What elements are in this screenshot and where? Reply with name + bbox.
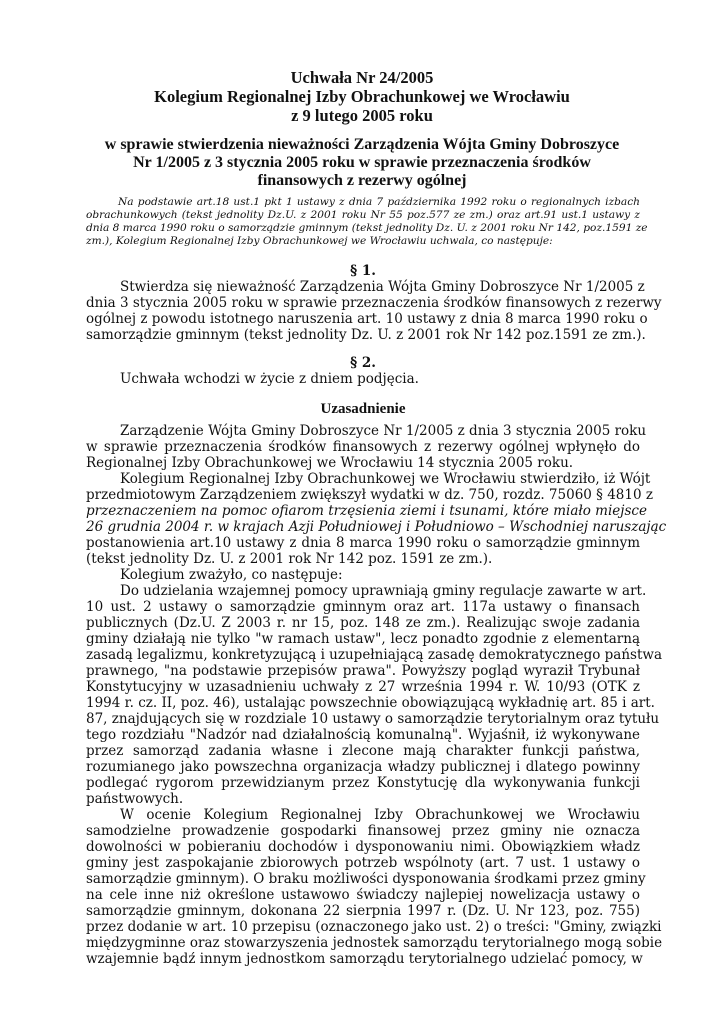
justification-line: przeznaczeniem na pomoc ofiarom trzęsienia ziemi i tsunami, które miało miejsce (86, 503, 647, 519)
justification-line: Kolegium Regionalnej Izby Obrachunkowej we Wrocławiu stwierdziło, iż Wójt (120, 471, 651, 487)
section-1-heading: § 1. (350, 263, 376, 279)
justification-line: międzygminne oraz stowarzyszenia jednostek samorządu terytorialnego mogą sobie (86, 935, 663, 951)
justification-line: państwowych. (86, 791, 184, 807)
justification-line: na cele inne niż określone ustawowo świadczy najlepiej nowelizacja ustawy o (86, 887, 640, 903)
justification-line: 1994 r. cz. II, poz. 46), ustalając powszechnie obowiązującą wykładnię art. 85 i art. (86, 695, 655, 711)
section-2-line: Uchwała wchodzi w życie z dniem podjęcia. (120, 371, 419, 387)
justification-line: postanowienia art.10 ustawy z dnia 8 marca 1990 roku o samorządzie gminnym (86, 535, 640, 551)
justification-line: w sprawie przeznaczenia środków finansowych z rezerwy ogólnej wpłynęło do (86, 439, 640, 455)
subject-line-2: Nr 1/2005 z 3 stycznia 2005 roku w sprawie przeznaczenia środków (133, 154, 591, 171)
section-1-line: ogólnej z powodu istotnego naruszenia art. 10 ustawy z dnia 8 marca 1990 roku o (86, 311, 648, 327)
justification-line: Konstytucyjny w uzasadnieniu uchwały z 27 września 1994 r. W. 10/93 (OTK z (86, 679, 640, 695)
title-line-3: z 9 lutego 2005 roku (291, 106, 433, 125)
preamble-line-1: Na podstawie art.18 ust.1 pkt 1 ustawy z dnia 7 października 1992 roku o regionalnych izbach (118, 196, 640, 208)
justification-line: Kolegium zważyło, co następuje: (120, 567, 343, 583)
subject-line-1: w sprawie stwierdzenia nieważności Zarządzenia Wójta Gminy Dobroszyce (104, 136, 620, 153)
justification-line: Do udzielania wzajemnej pomocy uprawniają gminy regulacje zawarte w art. (120, 583, 647, 599)
justification-line: wzajemnie bądź innym jednostkom samorządu terytorialnego udzielać pomocy, w (86, 951, 643, 967)
justification-line: gminy jest zaspokajanie zbiorowych potrzeb wspólnoty (art. 7 ust. 1 ustawy o (86, 855, 640, 871)
justification-line: (tekst jednolity Dz. U. z 2001 rok Nr 142 poz. 1591 ze zm.). (86, 551, 493, 567)
section-1-line: samorządzie gminnym (tekst jednolity Dz. U. z 2001 rok Nr 142 poz.1591 ze zm.). (86, 327, 646, 343)
justification-line: samorządzie gminnym, dokonana 22 sierpnia 1997 r. (Dz. U. Nr 123, poz. 755) (86, 903, 640, 919)
justification-line: W ocenie Kolegium Regionalnej Izby Obrachunkowej we Wrocławiu (120, 807, 640, 823)
justification-heading: Uzasadnienie (320, 401, 406, 417)
preamble-line-4: zm.), Kolegium Regionalnej Izby Obrachunkowej we Wrocławiu uchwala, co następuje: (86, 235, 553, 247)
title-line-1: Uchwała Nr 24/2005 (290, 68, 434, 87)
justification-line: samorządzie gminnym). O braku możliwości dysponowania środkami przez gminy (86, 871, 646, 887)
justification-line: prawnego, "na podstawie przepisów prawa". Powyższy pogląd wyraził Trybunał (86, 663, 640, 679)
justification-line: podlegać rygorom przewidzianym przez Konstytucję dla wykonywania funkcji (86, 775, 640, 791)
justification-line: dowolności w pobieraniu dochodów i dysponowaniu nimi. Obowiązkiem władz (86, 839, 640, 855)
section-2-heading: § 2. (350, 355, 376, 371)
justification-line: Regionalnej Izby Obrachunkowej we Wrocławiu 14 stycznia 2005 roku. (86, 455, 574, 471)
justification-line: samodzielne prowadzenie gospodarki finansowej przez gminy nie oznacza (86, 823, 640, 839)
justification-line: publicznych (Dz.U. Z 2003 r. nr 15, poz. 148 ze zm.). Realizując swoje zadania (86, 615, 640, 631)
section-1-line: dnia 3 stycznia 2005 roku w sprawie przeznaczenia środków finansowych z rezerwy (86, 295, 662, 311)
justification-line: przez dodanie w art. 10 przepisu (oznaczonego jako ust. 2) o treści: "Gminy, związki (86, 919, 662, 935)
justification-line: gminy działają nie tylko "w ramach ustaw", lecz ponadto zgodnie z elementarną (86, 631, 640, 647)
justification-line: 87, znajdujących się w rozdziale 10 ustawy o samorządzie terytorialnym oraz tytułu (86, 711, 660, 727)
justification-line: rozumianego jako powszechna organizacja władzy publicznej i dlatego powinny (86, 759, 640, 775)
preamble-line-2: obrachunkowych (tekst jednolity Dz.U. z 2001 roku Nr 55 poz.577 ze zm.) oraz art.91 ust.1 ustawy z (86, 209, 640, 221)
justification-line: 26 grudnia 2004 r. w krajach Azji Południowej i Południowo – Wschodniej naruszając (86, 519, 667, 535)
justification-line: zasadą legalizmu, konkretyzującą i uzupełniającą zasadę demokratycznego państwa (86, 647, 662, 663)
subject-line-3: finansowych z rezerwy ogólnej (257, 172, 467, 189)
justification-line: przedmiotowym Zarządzeniem zwiększył wydatki w dz. 750, rozdz. 75060 § 4810 z (86, 487, 653, 503)
title-line-2: Kolegium Regionalnej Izby Obrachunkowej we Wrocławiu (154, 87, 570, 106)
justification-line: tego rozdziału "Nadzór nad działalnością komunalną". Wyjaśnił, iż wykonywane (86, 727, 640, 743)
justification-line: Zarządzenie Wójta Gminy Dobroszyce Nr 1/2005 z dnia 3 stycznia 2005 roku (120, 423, 647, 439)
preamble-line-3: dnia 8 marca 1990 roku o samorządzie gminnym (tekst jednolity Dz. U. z 2001 roku Nr 142, poz.1591 ze (86, 222, 648, 234)
section-1-line: Stwierdza się nieważność Zarządzenia Wójta Gminy Dobroszyce Nr 1/2005 z (120, 279, 645, 295)
justification-line: przez samorząd zadania własne i zlecone mają charakter funkcji państwa, (86, 743, 640, 759)
justification-line: 10 ust. 2 ustawy o samorządzie gminnym oraz art. 117a ustawy o finansach (86, 599, 640, 615)
